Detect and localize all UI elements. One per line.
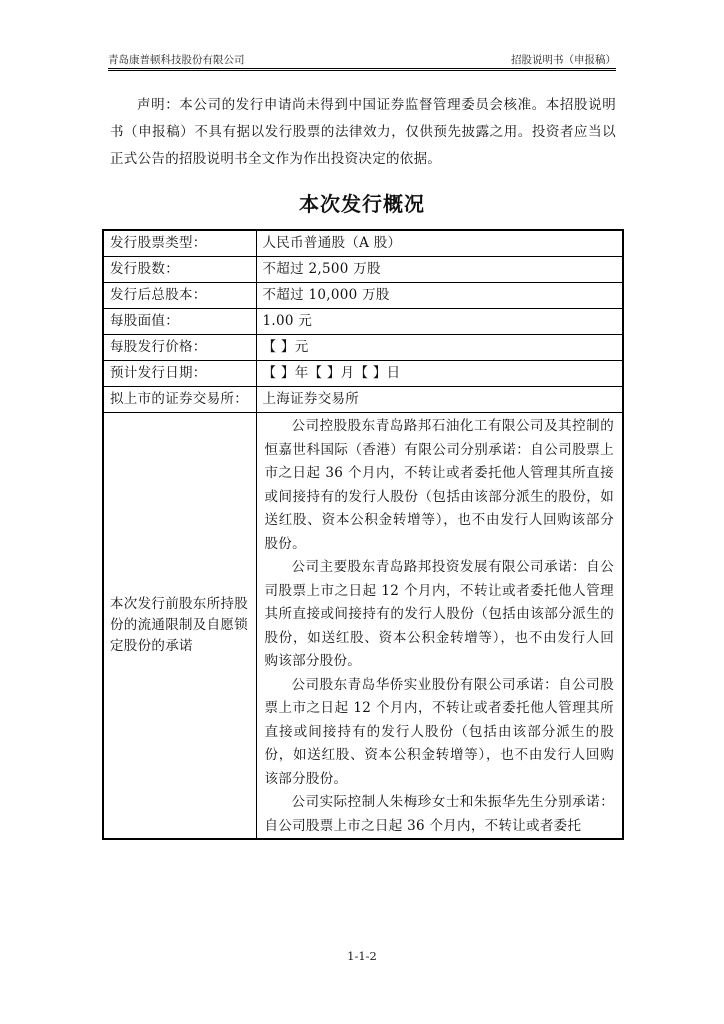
header-rule-top [108,68,616,69]
commitment-label: 本次发行前股东所持股份的流通限制及自愿锁定股份的承诺 [103,413,256,840]
page-header [108,52,616,68]
commitment-paragraph: 公司控股股东青岛路邦石油化工有限公司及其控制的恒嘉世科国际（香港）有限公司分别承诺：自公司股票上市之日起 36 个月内，不转让或者委托他人管理其所直接或间接持有的发行人股份（包括由该部分派生的股份，如送红股、资本公积金转增等），也不由发行人回购该部分股份。 [264,418,614,552]
row-value: 1.00 元 [256,309,623,335]
row-value: 不超过 10,000 万股 [256,283,623,309]
row-value: 上海证券交易所 [256,387,623,413]
row-value: 【 】年【 】月【 】日 [256,361,623,387]
commitment-paragraph: 公司股东青岛华侨实业股份有限公司承诺：自公司股票上市之日起 12 个月内，不转让或者委托他人管理其所直接或间接持有的发行人股份（包括由该部分派生的股份，如送红股、资本公积金转增等），也不由发行人回购该部分股份。 [264,676,614,787]
offering-overview-table [102,229,624,840]
section-title: 本次发行概况 [299,192,425,216]
table-row [103,361,623,387]
row-value: 不超过 2,500 万股 [256,257,623,283]
row-label: 拟上市的证券交易所： [103,387,256,413]
row-value: 人民币普通股（A 股） [256,230,623,257]
row-label: 发行股数： [103,257,256,283]
row-label: 发行后总股本： [103,283,256,309]
row-label: 发行股票类型： [103,230,256,257]
table-row [103,230,623,257]
table-row [103,257,623,283]
table-row [103,283,623,309]
table-row [103,309,623,335]
row-label: 预计发行日期： [103,361,256,387]
row-value: 【 】元 [256,335,623,361]
company-name: 青岛康普顿科技股份有限公司 [108,54,245,66]
commitment-paragraph: 公司实际控制人朱梅珍女士和朱振华先生分别承诺：自公司股票上市之日起 36 个月内，不转让或者委托 [264,794,614,834]
disclaimer-statement: 声明：本公司的发行申请尚未得到中国证券监督管理委员会核准。本招股说明书（申报稿）不具有据以发行股票的法律效力，仅供预先披露之用。投资者应当以正式公告的招股说明书全文作为作出投资决定的依据。 [110,97,616,167]
table-row [103,387,623,413]
table-row [103,335,623,361]
commitment-row [103,413,623,840]
document-title: 招股说明书（申报稿） [511,54,616,66]
page-number: 1-1-2 [347,949,377,963]
header-rule-bottom [108,70,616,71]
commitment-paragraph: 公司主要股东青岛路邦投资发展有限公司承诺：自公司股票上市之日起 12 个月内，不转让或者委托他人管理其所直接或间接持有的发行人股份（包括由该部分派生的股份，如送红股、资本公积金转增等），也不由发行人回购该部分股份。 [264,559,614,669]
row-label: 每股面值： [103,309,256,335]
commitment-content [256,413,623,840]
row-label: 每股发行价格： [103,335,256,361]
